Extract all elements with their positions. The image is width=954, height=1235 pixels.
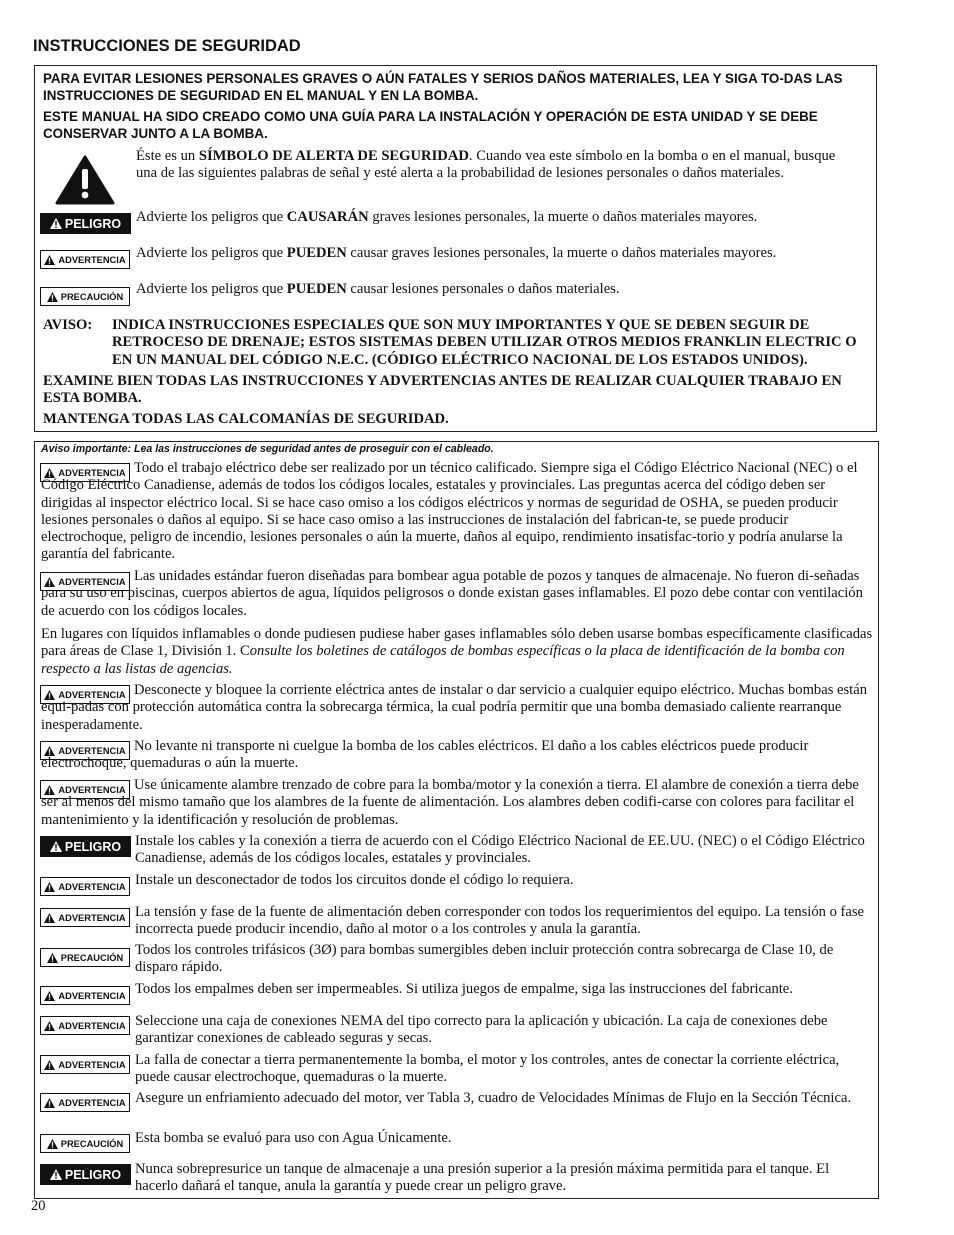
alert-triangle-icon xyxy=(50,841,62,852)
peligro-text: PELIGRO xyxy=(64,1167,122,1182)
warning-electrical-work: Todo el trabajo eléctrico debe ser realizado por un técnico calificado. Siempre siga el Código Eléctrico Nacional (NEC) o el Código Eléctrico Canadiense, además de todos los códigos locales, estatales y provinciales. Las preguntas acerca del código deben ser dirigidas al inspector eléctrico local. Si se hace caso omiso a los códigos eléctricos y normas de seguridad de OSHA, se pueden producir lesiones personales o daños al equipo. Si se hace caso omiso a las instrucciones de instalación del fabrican-te, se puede producir electrochoque, peligro de incendio, lesiones personales o aún la muerte, daños al equipo, rendimiento insatisfac-torio y podría anularse la garantía del fabricante. xyxy=(41,460,858,563)
advertencia-desc-post: causar graves lesiones personales, la muerte o daños materiales mayores. xyxy=(346,245,777,261)
safety-symbol-description xyxy=(136,148,836,183)
alert-triangle-icon xyxy=(47,953,58,963)
alert-triangle-icon xyxy=(44,1098,55,1108)
warning-copper-wire: Use únicamente alambre trenzado de cobre para la bomba/motor y la conexión a tierra. El alambre de conexión a tierra debe ser al menos del mismo tamaño que los alambres de la fuente de alimentación. Los alambres deben codifi-carse con colores para facilitar el mantenimiento y la identificación y resolución de problemas. xyxy=(41,777,859,828)
advertencia-label xyxy=(40,908,130,927)
peligro-label xyxy=(40,1164,131,1185)
advertencia-text: ADVERTENCIA xyxy=(58,689,126,700)
precaucion-description xyxy=(136,281,866,298)
advertencia-label xyxy=(40,250,130,269)
alert-triangle-icon xyxy=(44,882,55,892)
peligro-label xyxy=(40,836,131,857)
warning-splices: Todos los empalmes deben ser impermeables. Si utiliza juegos de empalme, siga las instrucciones del fabricante. xyxy=(135,981,793,997)
advertencia-desc-bold: PUEDEN xyxy=(286,245,347,261)
warning-manual-guide: ESTE MANUAL HA SIDO CREADO COMO UNA GUÍA PARA LA INSTALACIÓN Y OPERACIÓN DE ESTA UNIDAD Y SE DEBE CONSERVAR JUNTO A LA BOMBA. xyxy=(43,109,818,141)
advertencia-text: ADVERTENCIA xyxy=(58,912,126,923)
peligro-label xyxy=(40,213,131,234)
precaucion-label xyxy=(40,1134,130,1153)
alert-triangle-icon xyxy=(50,218,62,229)
page-number: 20 xyxy=(31,1198,46,1214)
advertencia-text: ADVERTENCIA xyxy=(58,881,126,892)
advertencia-text: ADVERTENCIA xyxy=(58,784,126,795)
safety-instructions-box xyxy=(34,65,877,432)
caution-water-only: Esta bomba se evaluó para uso con Agua Únicamente. xyxy=(135,1130,452,1146)
precaucion-desc-bold: PUEDEN xyxy=(286,281,347,297)
alert-triangle-icon xyxy=(44,255,55,265)
precaucion-text: PRECAUCIÓN xyxy=(60,952,124,963)
peligro-text: PELIGRO xyxy=(64,839,122,854)
precaucion-desc-pre: Advierte los peligros que xyxy=(136,281,287,297)
symbol-text-pre: Éste es un xyxy=(136,148,199,164)
danger-install-cables: Instale los cables y la conexión a tierra de acuerdo con el Código Eléctrico Nacional de EE.UU. (NEC) o el Código Eléctrico Canadiense, además de los códigos locales, estatales y provinciales. xyxy=(135,833,865,867)
section-title: INSTRUCCIONES DE SEGURIDAD xyxy=(33,37,301,55)
warning-disconnect-power: Desconecte y bloquee la corriente eléctrica antes de instalar o dar servicio a cualquier equipo eléctrico. Muchas bombas están equi-padas con protección automática contra la sobrecarga térmica, la cual podría permitir que una bomba demasiado caliente rearranque inesperadamente. xyxy=(41,682,868,733)
warning-disconnect-switch: Instale un desconectador de todos los circuitos donde el código lo requiera. xyxy=(135,872,574,888)
mantenga-warning: MANTENGA TODAS LAS CALCOMANÍAS DE SEGURIDAD. xyxy=(43,411,449,427)
peligro-desc-pre: Advierte los peligros que xyxy=(136,209,287,225)
alert-triangle-icon xyxy=(44,1060,55,1070)
precaucion-text: PRECAUCIÓN xyxy=(60,1138,124,1149)
warning-standard-units: Las unidades estándar fueron diseñadas para bombear agua potable de pozos y tanques de almacenaje. No fueron di-señadas para su uso en piscinas, cuerpos abiertos de agua, líquidos peligrosos o donde existan gases inflamables. El pozo debe contar con ventilación de acuerdo con los códigos locales. xyxy=(41,568,863,619)
advertencia-text: ADVERTENCIA xyxy=(58,467,126,478)
danger-tank-pressure: Nunca sobrepresurice un tanque de almacenaje a una presión superior a la presión máxima permitida para el tanque. El hacerlo dañará el tanque, anula la garantía y puede crear un peligro grave. xyxy=(135,1161,830,1195)
warning-motor-cooling: Asegure un enfriamiento adecuado del motor, ver Tabla 3, cuadro de Velocidades Mínimas de Flujo en la Sección Técnica. xyxy=(135,1090,852,1106)
advertencia-text: ADVERTENCIA xyxy=(58,1059,126,1070)
advertencia-text: ADVERTENCIA xyxy=(58,1097,126,1108)
advertencia-text: ADVERTENCIA xyxy=(58,576,126,587)
advertencia-label xyxy=(40,1093,130,1112)
alert-triangle-icon xyxy=(44,1021,55,1031)
wiring-safety-box xyxy=(34,441,879,1199)
alert-triangle-icon xyxy=(47,1139,58,1149)
advertencia-text: ADVERTENCIA xyxy=(58,1020,126,1031)
warning-junction-box: Seleccione una caja de conexiones NEMA del tipo correcto para la aplicación y ubicación. La caja de conexiones debe garantizar conexiones de cableado seguras y secas. xyxy=(135,1013,828,1047)
precaucion-label xyxy=(40,948,130,967)
advertencia-label xyxy=(40,1055,130,1074)
precaucion-label xyxy=(40,287,130,306)
examine-warning: EXAMINE BIEN TODAS LAS INSTRUCCIONES Y ADVERTENCIAS ANTES DE REALIZAR CUALQUIER TRABAJO EN ESTA BOMBA. xyxy=(43,373,842,407)
peligro-desc-post: graves lesiones personales, la muerte o daños materiales mayores. xyxy=(368,209,758,225)
advertencia-label xyxy=(40,986,130,1005)
warning-grounding: La falla de conectar a tierra permanentemente la bomba, el motor y los controles, antes de conectar la corriente eléctrica, puede causar electrochoque, quemaduras o la muerte. xyxy=(135,1052,840,1086)
advertencia-desc-pre: Advierte los peligros que xyxy=(136,245,287,261)
advertencia-text: ADVERTENCIA xyxy=(58,745,126,756)
important-notice: Aviso importante: Lea las instrucciones de seguridad antes de proseguir con el cableado. xyxy=(41,443,494,455)
safety-alert-triangle-icon xyxy=(55,155,115,205)
alert-triangle-icon xyxy=(50,1169,62,1180)
alert-triangle-icon xyxy=(44,913,55,923)
warning-cables: No levante ni transporte ni cuelgue la bomba de los cables eléctricos. El daño a los cables eléctricos puede producir electrochoque, quemaduras o aún la muerte. xyxy=(41,738,809,772)
advertencia-text: ADVERTENCIA xyxy=(58,254,126,265)
aviso-text: INDICA INSTRUCCIONES ESPECIALES QUE SON MUY IMPORTANTES Y QUE SE DEBEN SEGUIR DE RETROCESO DE DRENAJE; ESTOS SISTEMAS DEBEN UTILIZAR OTROS MEDIOS FRANKLIN ELECTRIC O EN UN MANUAL DEL CÓDIGO N.E.C. (CÓDIGO ELÉCTRICO NACIONAL DE LOS ESTADOS UNIDOS). xyxy=(112,317,857,368)
warning-read-instructions: PARA EVITAR LESIONES PERSONALES GRAVES O AÚN FATALES Y SERIOS DAÑOS MATERIALES, LEA Y SIGA TO-DAS LAS INSTRUCCIONES DE SEGURIDAD EN EL MANUAL Y EN LA BOMBA. xyxy=(43,71,843,103)
flammable-note-text: En lugares con líquidos inflamables o donde pudiesen pudiese haber gases inflamables sólo deben usarse bombas específicamente clasificadas para áreas de Clase 1, División 1. C xyxy=(41,626,873,660)
aviso-label: AVISO: xyxy=(43,317,93,333)
symbol-text-post: . Cuando vea este símbolo en la bomba o en el manual, busque una de las siguientes palabras de señal y esté alerta a la probabilidad de lesiones personales o daños materiales. xyxy=(136,148,836,182)
advertencia-description xyxy=(136,245,866,262)
peligro-desc-bold: CAUSARÁN xyxy=(286,209,369,225)
advertencia-label xyxy=(40,1016,130,1035)
peligro-description xyxy=(136,209,856,226)
peligro-text: PELIGRO xyxy=(64,216,122,231)
caution-three-phase: Todos los controles trifásicos (3Ø) para bombas sumergibles deben incluir protección contra sobrecarga de Clase 10, de disparo rápido. xyxy=(135,942,834,976)
advertencia-label xyxy=(40,877,130,896)
alert-triangle-icon xyxy=(47,292,58,302)
flammable-note-italic: onsulte los boletines de catálogos de bombas específicas o la placa de identificación de la bomba con respecto a las listas de agencias. xyxy=(41,643,845,677)
alert-triangle-icon xyxy=(44,991,55,1001)
precaucion-text: PRECAUCIÓN xyxy=(60,291,124,302)
warning-voltage-phase: La tensión y fase de la fuente de alimentación deben corresponder con todos los requerimientos del equipo. La tensión o fase incorrecta puede producir incendio, daño al motor o a los controles y anula la garantía. xyxy=(135,904,865,938)
precaucion-desc-post: causar lesiones personales o daños materiales. xyxy=(346,281,620,297)
symbol-text-bold: SÍMBOLO DE ALERTA DE SEGURIDAD xyxy=(198,148,469,164)
flammable-liquids-note xyxy=(41,626,875,678)
advertencia-text: ADVERTENCIA xyxy=(58,990,126,1001)
